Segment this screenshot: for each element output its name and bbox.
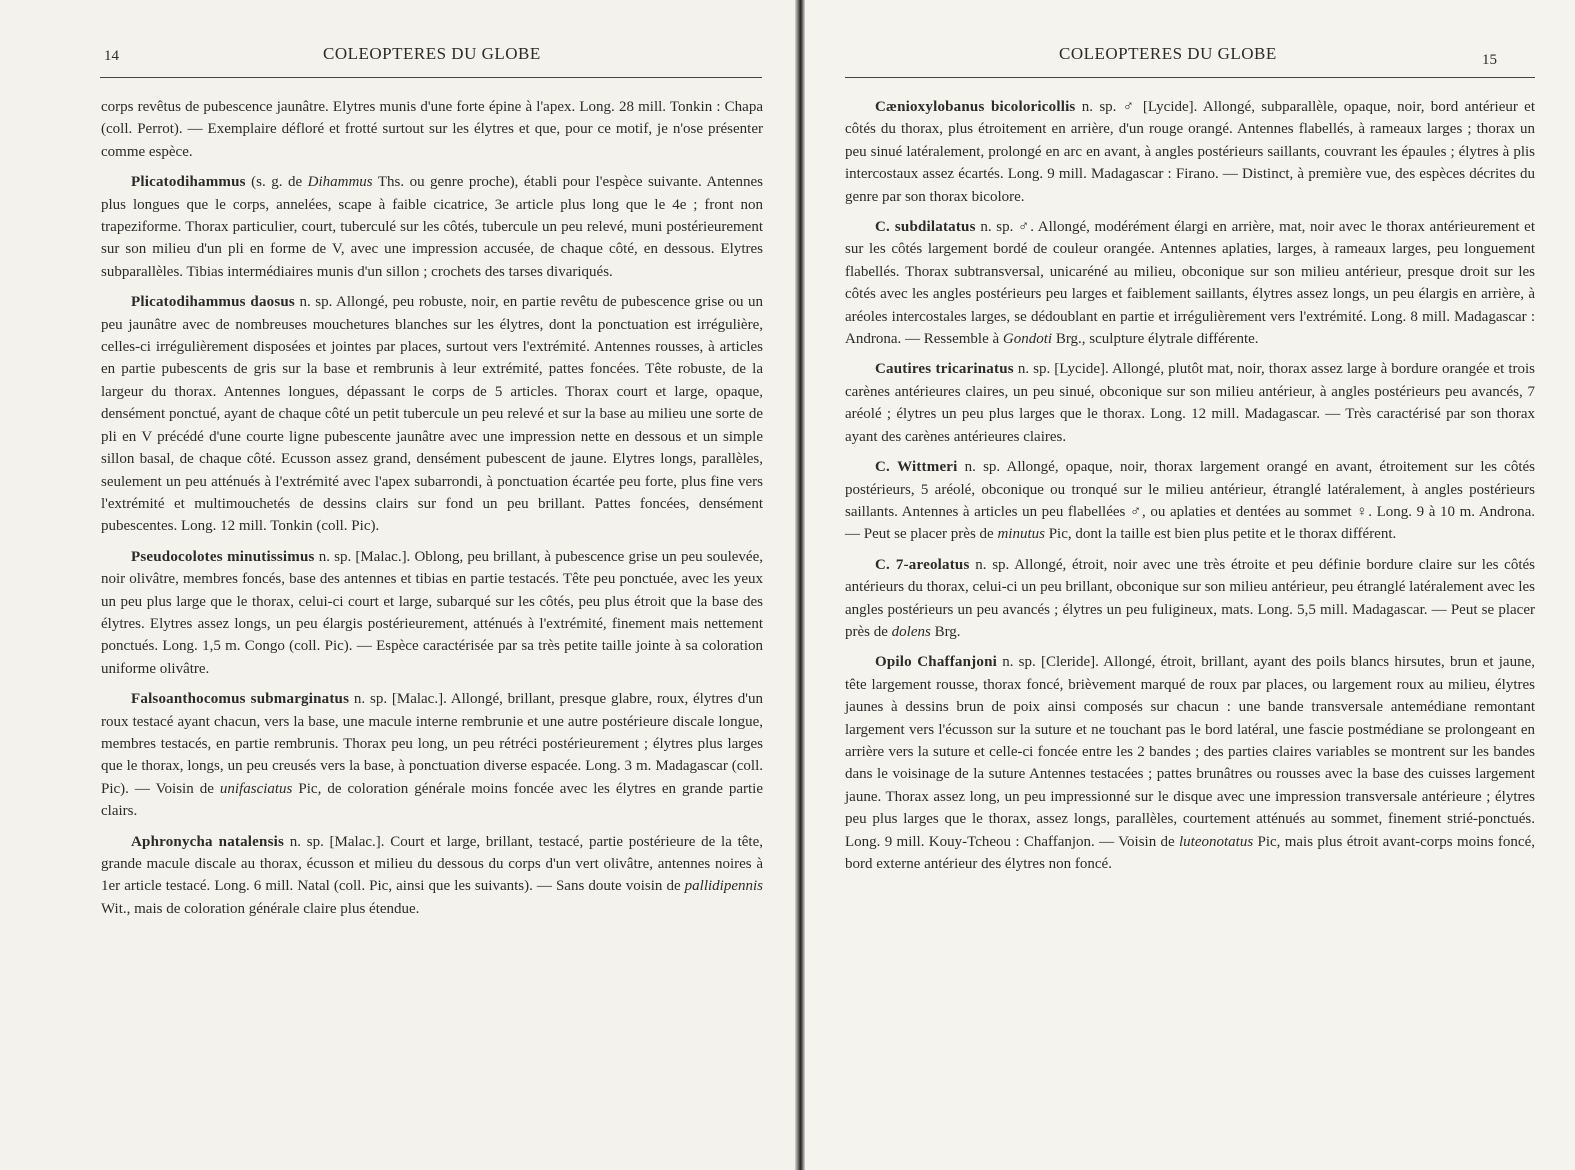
header-rule-left xyxy=(100,77,762,78)
entry-italic: minutus xyxy=(997,526,1045,543)
entry-text: n. sp. [Malac.]. Oblong, peu brillant, à pubescence grise un peu soulevée, noir olivâtre, membres foncés, base des antennes et tibias en partie testacés. Tête peu ponctuée, avec les yeux un peu plus large que le thorax, celui-ci court et large, subarqué sur les côtés, peu plus étroit que la base des élytres. Elytres assez longs, un peu élargis postérieurement, atténués à l'extrémité, finement mais nettement ponctués. Long. 1,5 m. Congo (coll. Pic). — Espèce caractérisée par sa très petite taille jointe à sa coloration uniforme olivâtre. xyxy=(101,548,763,677)
entry-text: Brg., sculpture élytrale différente. xyxy=(1052,331,1259,348)
taxon-name: Plicatodihammus daosus xyxy=(131,294,295,311)
entry-text: n. sp. ♂ [Lycide]. Allongé, subparallèle, opaque, noir, bord antérieur et côtés du thorax, plus étroitement en arrière, d'un rouge orangé. Antennes flabellés, à rameaux larges ; thorax un peu sinué latéralement, prolongé en arc en avant, à angles postérieurs saillants, couvrant les épaules ; élytres à plis intercostaux assez écartés. Long. 9 mill. Madagascar : Firano. — Distinct, à première vue, des espèces décrites du genre par son thorax bicolore. xyxy=(845,99,1536,205)
taxon-name: Opilo Chaffanjoni xyxy=(875,654,997,671)
entry-text: Pic, mais plus étroit avant-corps moins foncé, bord externe antérieur des élytres non foncé. xyxy=(845,833,1535,872)
entry-text: Ths. ou genre proche), établi pour l'espèce suivante. Antennes plus longues que le corps, annelées, scape à faible cicatrice, 3e article plus long que le 4e ; front non trapeziforme. Thorax particulier, court, tuberculé sur les côtés, tubercule un peu relevé, muni postérieurement sur son milieu d'un pli en forme de V, avec une impression accusée, de chaque côté, en dessous. Elytres subparallèles. Tibias intermédiaires munis d'un sillon ; crochets des tarses divariqués. xyxy=(101,174,764,280)
species-entry xyxy=(845,554,1535,644)
right-page xyxy=(805,0,1575,1170)
taxon-name: Pseudocolotes minutissimus xyxy=(131,548,315,565)
entry-text: Pic, de coloration générale moins foncée avec les élytres en grande partie clairs. xyxy=(101,780,763,820)
species-entry xyxy=(845,96,1535,208)
entry-text: Wit., mais de coloration générale claire plus étendue. xyxy=(101,900,420,917)
entry-text: Brg. xyxy=(930,623,961,640)
book-gutter xyxy=(795,0,805,1170)
entry-text: Pic, dont la taille est bien plus petite et le thorax différent. xyxy=(1044,526,1397,543)
entry-italic: unifasciatus xyxy=(219,780,293,797)
species-entry xyxy=(101,688,763,822)
taxon-name: Aphronycha natalensis xyxy=(131,833,285,850)
entry-italic: pallidipennis xyxy=(684,878,763,895)
page-number-right: 15 xyxy=(1482,52,1497,68)
taxon-name: Plicatodihammus xyxy=(131,174,246,191)
taxon-name: Falsoanthocomus submarginatus xyxy=(131,691,350,708)
running-head-right: COLEOPTERES DU GLOBE xyxy=(1059,44,1277,63)
taxon-name: C. 7-areolatus xyxy=(875,556,970,573)
species-entry xyxy=(101,546,763,680)
species-entry xyxy=(845,358,1535,448)
species-entry xyxy=(845,216,1535,350)
running-head-left: COLEOPTERES DU GLOBE xyxy=(323,44,541,63)
entry-italic: dolens xyxy=(891,623,931,640)
entry-text: n. sp. Allongé, peu robuste, noir, en partie revêtu de pubescence grise ou un peu jaunâtre avec de nombreuses mouchetures blanches sur les élytres, dont la ponctuation est irrégulière, celles-ci irrégulièrement disposées et jointes par places, surtout vers l'extrémité. Antennes rousses, à articles en partie pubescents de gris sur la base et rembrunis à leur extrémité, pattes foncées. Tête robuste, de la largeur du thorax. Antennes longues, dépassant le corps de 5 articles. Thorax court et large, opaque, densément ponctué, ayant de chaque côté un petit tubercule un peu relevé et sur la base au milieu une sorte de pli en V précédé d'une courte ligne pubescente jaunâtre avec une impression nette en dessous et un simple sillon basal, de chaque côté. Ecusson assez grand, densément pubescent de jaune. Elytres longs, parallèles, seulement un peu atténués à l'extrémité avec l'apex subarrondi, à ponctuation écartée peu forte, plus fine vers l'extrémité et multimouchetés de dessins clairs sur fond un peu brillant. Pattes foncées, densément pubescentes. Long. 12 mill. Tonkin (coll. Pic). xyxy=(101,294,764,535)
entry-text: n. sp. [Malac.]. Court et large, brillant, testacé, partie postérieure de la tête, grande macule discale au thorax, écusson et milieu du dessous du corps d'un vert olivâtre, antennes noires à 1er article testacé. Long. 6 mill. Natal (coll. Pic, ainsi que les suivants). — Sans doute voisin de xyxy=(101,833,764,895)
species-entry xyxy=(101,171,763,283)
taxon-name: C. Wittmeri xyxy=(875,459,958,476)
right-text-column xyxy=(845,96,1535,883)
entry-text: (s. g. de xyxy=(245,174,308,191)
entry-text: n. sp. Allongé, étroit, noir avec une très étroite et peu définie bordure claire sur les côtés antérieurs du thorax, celui-ci un peu brillant, obconique sur son milieu antérieur, peu étranglé latéralement avec les angles postérieurs un peu avancés ; élytres un peu fuligineux, mats. Long. 5,5 mill. Madagascar. — Peut se placer près de xyxy=(845,556,1536,640)
species-entry xyxy=(101,831,763,921)
entry-text: n. sp. Allongé, opaque, noir, thorax largement orangé en avant, étroitement sur les côtés postérieurs, 5 aréolé, obconique ou tronqué sur le milieu antérieur, étranglé latéralement, à angles postérieurs saillants. Antennes à articles un peu flabellées ♂, ou aplaties et dentées au sommet ♀. Long. 9 à 10 m. Androna. — Peut se placer près de xyxy=(845,459,1535,543)
entry-text: n. sp. ♂. Allongé, modérément élargi en arrière, mat, noir avec le thorax antérieurement et sur les côtés largement bordé de couleur orangée. Antennes aplaties, larges, à rameaux larges, peu longuement flabellés. Thorax subtransversal, unicaréné au milieu, obconique sur son milieu antérieur, presque droit sur les côtés avec les angles postérieurs peu larges et faiblement saillants, élytres assez longs, un peu élargis en arrière, à aréoles intercostales larges, se dédoublant en partie et irrégulièrement vers l'extrémité. Long. 8 mill. Madagascar : Androna. — Ressemble à xyxy=(845,219,1536,348)
species-entry xyxy=(845,651,1535,875)
header-rule-right xyxy=(845,77,1535,78)
taxon-name: Cænioxylobanus bicoloricollis xyxy=(875,99,1076,115)
taxon-name: C. subdilatatus xyxy=(875,219,976,236)
entry-italic: Gondoti xyxy=(1002,331,1053,348)
entry-italic: luteonotatus xyxy=(1179,833,1254,850)
entry-text: n. sp. [Malac.]. Allongé, brillant, presque glabre, roux, élytres d'un roux testacé ayant chacun, vers la base, une macule interne rembrunie et une autre postérieure discale longue, membres testacés, en partie rembrunis. Thorax peu long, un peu rétréci postérieurement ; élytres plus larges que le thorax, longs, un peu creusés vers la base, à ponctuation diverse espacée. Long. 3 m. Madagascar (coll. Pic). — Voisin de xyxy=(101,691,763,797)
species-entry xyxy=(101,291,763,537)
entry-text: n. sp. [Lycide]. Allongé, plutôt mat, noir, thorax assez large à bordure orangée et trois carènes antérieures claires, un peu sinué, obconique sur son milieu antérieur, à angles postérieurs peu avancés, 7 aréolé ; élytres un peu plus larges que le thorax. Long. 12 mill. Madagascar. — Très caractérisé par son thorax ayant des carènes antérieures claires. xyxy=(845,361,1535,445)
entry-text: n. sp. [Cleride]. Allongé, étroit, brillant, ayant des poils blancs hirsutes, brun et jaune, tête largement rousse, thorax foncé, brièvement marqué de roux par places, ou largement roux au milieu, élytres jaunes à dessins brun de poix ainsi composés sur chacun : une bande transversale antemédiane remontant largement vers l'écusson sur la suture et ne touchant pas le bord latéral, une fascie postmédiane se prolongeant en arrière vers la suture et celle-ci foncée entre les 2 bandes ; des parties claires variables se montrent sur les bandes dans le voisinage de la suture Antennes testacées ; pattes brunâtres ou rousses avec la base des cuisses largement jaune. Thorax assez long, un peu impressionné sur le disque avec une impression transversale antérieure ; élytres peu plus larges que le thorax, assez longs, parallèles, courtement atténués au sommet, finement strié-ponctués. Long. 9 mill. Kouy-Tcheou : Chaffanjon. — Voisin de xyxy=(845,654,1535,850)
taxon-name: Cautires tricarinatus xyxy=(875,361,1014,378)
species-entry xyxy=(845,456,1535,546)
continuation-paragraph: corps revêtus de pubescence jaunâtre. Elytres munis d'une forte épine à l'apex. Long. 28 mill. Tonkin : Chapa (coll. Perrot). — Exemplaire défloré et frotté surtout sur les élytres et que, pour ce motif, je n'ose présenter comme espèce. xyxy=(101,99,763,160)
page-number-left: 14 xyxy=(104,48,119,64)
left-text-column xyxy=(101,96,763,928)
entry-italic: Dihammus xyxy=(307,174,373,191)
